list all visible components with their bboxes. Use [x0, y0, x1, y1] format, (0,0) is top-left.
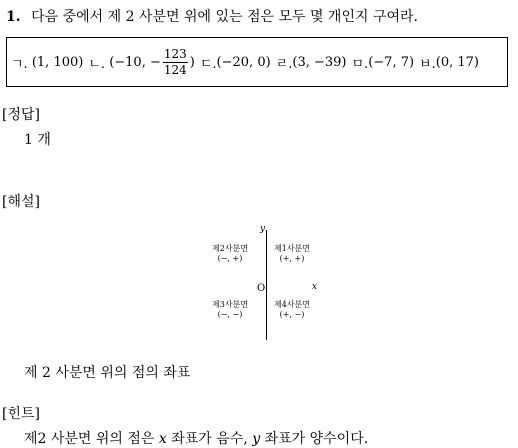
hint-heading: [힌트] [2, 406, 40, 422]
option-6-marker: ㅂ. [419, 56, 436, 72]
quadrant-2-name: 제2사분면 [212, 244, 249, 253]
answer-text: 1 개 [24, 132, 51, 148]
y-axis-line [266, 230, 267, 340]
option-2-suffix: ) [189, 54, 195, 70]
hint-text-part-1: 제2 사분면 위의 점은 [24, 431, 159, 447]
y-axis-label: y [260, 224, 266, 234]
option-1 [11, 53, 83, 72]
fraction-denominator: 124 [163, 62, 187, 77]
quadrant-1-sign: (+, +) [279, 254, 305, 263]
quadrant-diagram [200, 224, 330, 340]
option-4-value: (3, −39) [292, 54, 347, 70]
quadrant-4-name: 제4사분면 [274, 300, 311, 309]
option-1-value: (1, 100) [31, 54, 84, 70]
option-2-marker: ㄴ. [88, 56, 106, 72]
quadrant-4-label [274, 300, 310, 320]
quadrant-1-name: 제1사분면 [274, 244, 311, 253]
answer-heading: [정답] [2, 107, 40, 123]
question-text: 다음 중에서 제 2 사분면 위에 있는 점은 모두 몇 개인지 구여라. [31, 9, 418, 25]
question [6, 6, 418, 26]
hint-text-part-3: 좌표가 양수이다. [260, 431, 369, 447]
hint-text-part-2: 좌표가 음수, [166, 431, 253, 447]
x-axis-label: x [312, 282, 318, 292]
option-2-prefix: (−10, − [109, 54, 161, 70]
option-3 [200, 53, 271, 72]
quadrant-4-sign: (+, −) [279, 310, 305, 319]
hint-var-y: y [252, 431, 261, 447]
option-5-value: (−7, 7) [368, 54, 415, 70]
quadrant-1-label [274, 244, 310, 264]
explanation-caption: 제 2 사분면 위의 점의 좌표 [24, 365, 191, 381]
option-2 [88, 47, 195, 78]
explanation-heading: [해설] [2, 194, 40, 210]
option-4 [276, 53, 347, 72]
quadrant-2-sign: (−, +) [217, 254, 243, 263]
question-number: 1. [6, 9, 21, 25]
quadrant-2-label [212, 244, 248, 264]
options-box [6, 37, 508, 87]
origin-label: O [257, 283, 266, 294]
quadrant-3-name: 제3사분면 [212, 300, 249, 309]
quadrant-3-sign: (−, −) [217, 310, 243, 319]
option-1-marker: ㄱ. [11, 56, 28, 72]
quadrant-3-label [212, 300, 248, 320]
option-2-fraction [163, 47, 188, 78]
option-5 [352, 53, 415, 72]
fraction-numerator: 123 [163, 46, 187, 61]
option-5-marker: ㅁ. [351, 56, 369, 72]
option-3-marker: ㄷ. [199, 56, 217, 72]
hint-text [24, 428, 368, 448]
option-4-marker: ㄹ. [275, 56, 293, 72]
hint-var-x: x [158, 431, 167, 447]
options-row [11, 38, 484, 86]
option-6-value: (0, 17) [435, 54, 479, 70]
option-3-value: (−20, 0) [216, 54, 271, 70]
option-6 [419, 53, 479, 72]
